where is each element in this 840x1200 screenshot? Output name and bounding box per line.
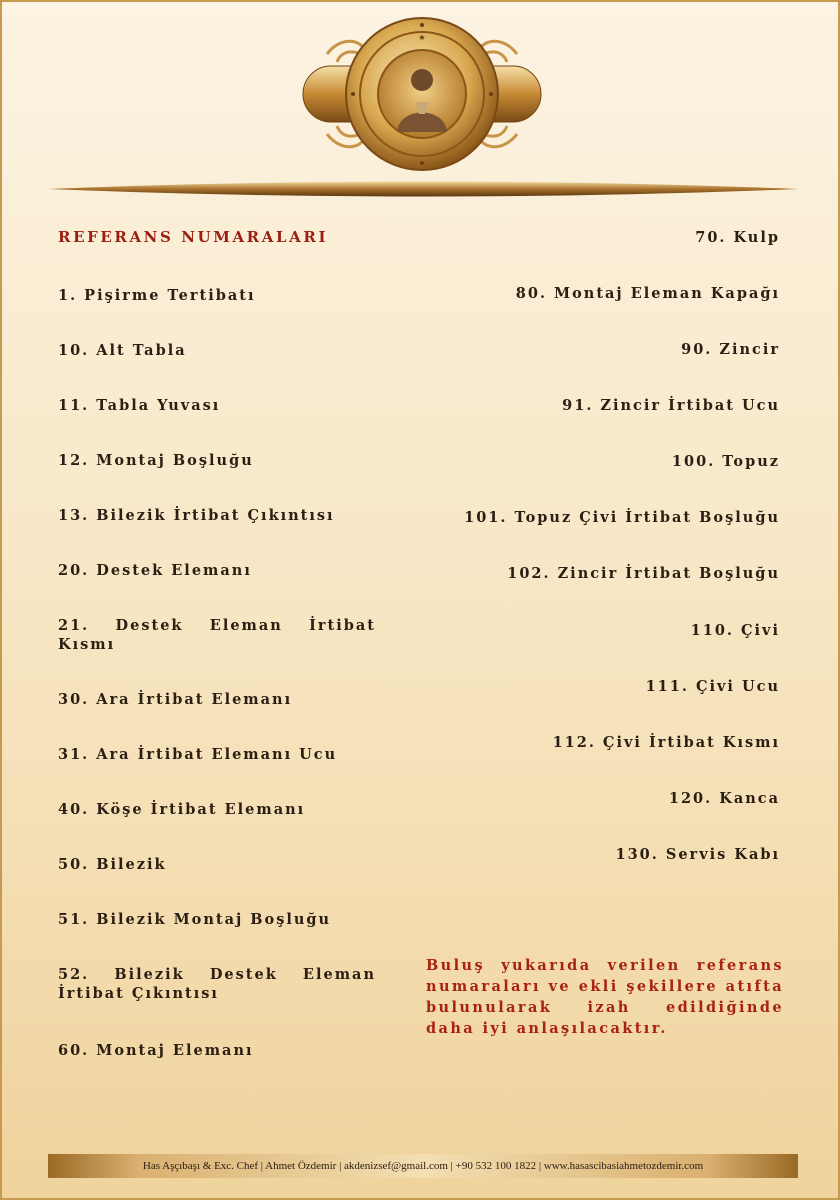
reference-item: 30. Ara İrtibat Elemanı — [58, 691, 293, 708]
reference-item: 10. Alt Tabla — [58, 342, 187, 359]
reference-item: 130. Servis Kabı — [615, 846, 780, 863]
svg-text:★: ★ — [418, 33, 426, 42]
reference-item: 91. Zincir İrtibat Ucu — [562, 397, 780, 414]
reference-item: 102. Zincir İrtibat Boşluğu — [507, 565, 780, 582]
reference-item: 101. Topuz Çivi İrtibat Boşluğu — [464, 509, 780, 526]
reference-item: 51. Bilezik Montaj Boşluğu — [58, 911, 332, 928]
reference-item: 20. Destek Elemanı — [58, 562, 252, 579]
reference-item: 21. Destek Eleman İrtibat Kısmı — [58, 617, 376, 653]
reference-item: 31. Ara İrtibat Elemanı Ucu — [58, 746, 338, 763]
reference-item: 12. Montaj Boşluğu — [58, 452, 254, 469]
reference-item: 11. Tabla Yuvası — [58, 397, 221, 414]
footer-contact-bar — [48, 1154, 798, 1178]
reference-item: 112. Çivi İrtibat Kısmı — [552, 734, 780, 751]
reference-item: 120. Kanca — [668, 790, 780, 807]
decorative-divider — [48, 178, 798, 200]
reference-item: 13. Bilezik İrtibat Çıkıntısı — [58, 507, 335, 524]
footer-text: Has Aşçıbaşı & Exc. Chef | Ahmet Özdemir | akdenizsef@gmail.com | +90 532 100 1822 | www.hasascibasiahmetozdemir.com — [142, 1160, 704, 1172]
explanation-note: Buluş yukarıda verilen referans numaraları ve ekli şekillere atıfta bulunularak izah edildiğinde daha iyi anlaşılacaktır. — [426, 957, 784, 1037]
reference-item: 80. Montaj Eleman Kapağı — [515, 285, 780, 302]
emblem-logo — [297, 14, 547, 174]
reference-item: 90. Zincir — [681, 341, 780, 358]
reference-item: 60. Montaj Elemanı — [58, 1042, 254, 1059]
reference-item: 70. Kulp — [695, 229, 780, 246]
reference-item: 52. Bilezik Destek Eleman İrtibat Çıkıntısı — [58, 966, 376, 1002]
reference-item: 50. Bilezik — [58, 856, 167, 873]
reference-item: 1. Pişirme Tertibatı — [58, 287, 256, 304]
reference-item: 110. Çivi — [690, 622, 780, 639]
reference-item: 100. Topuz — [671, 453, 780, 470]
reference-item: 111. Çivi Ucu — [645, 678, 780, 695]
reference-item: 40. Köşe İrtibat Elemanı — [58, 801, 306, 818]
page-title: REFERANS NUMARALARI — [58, 228, 329, 246]
